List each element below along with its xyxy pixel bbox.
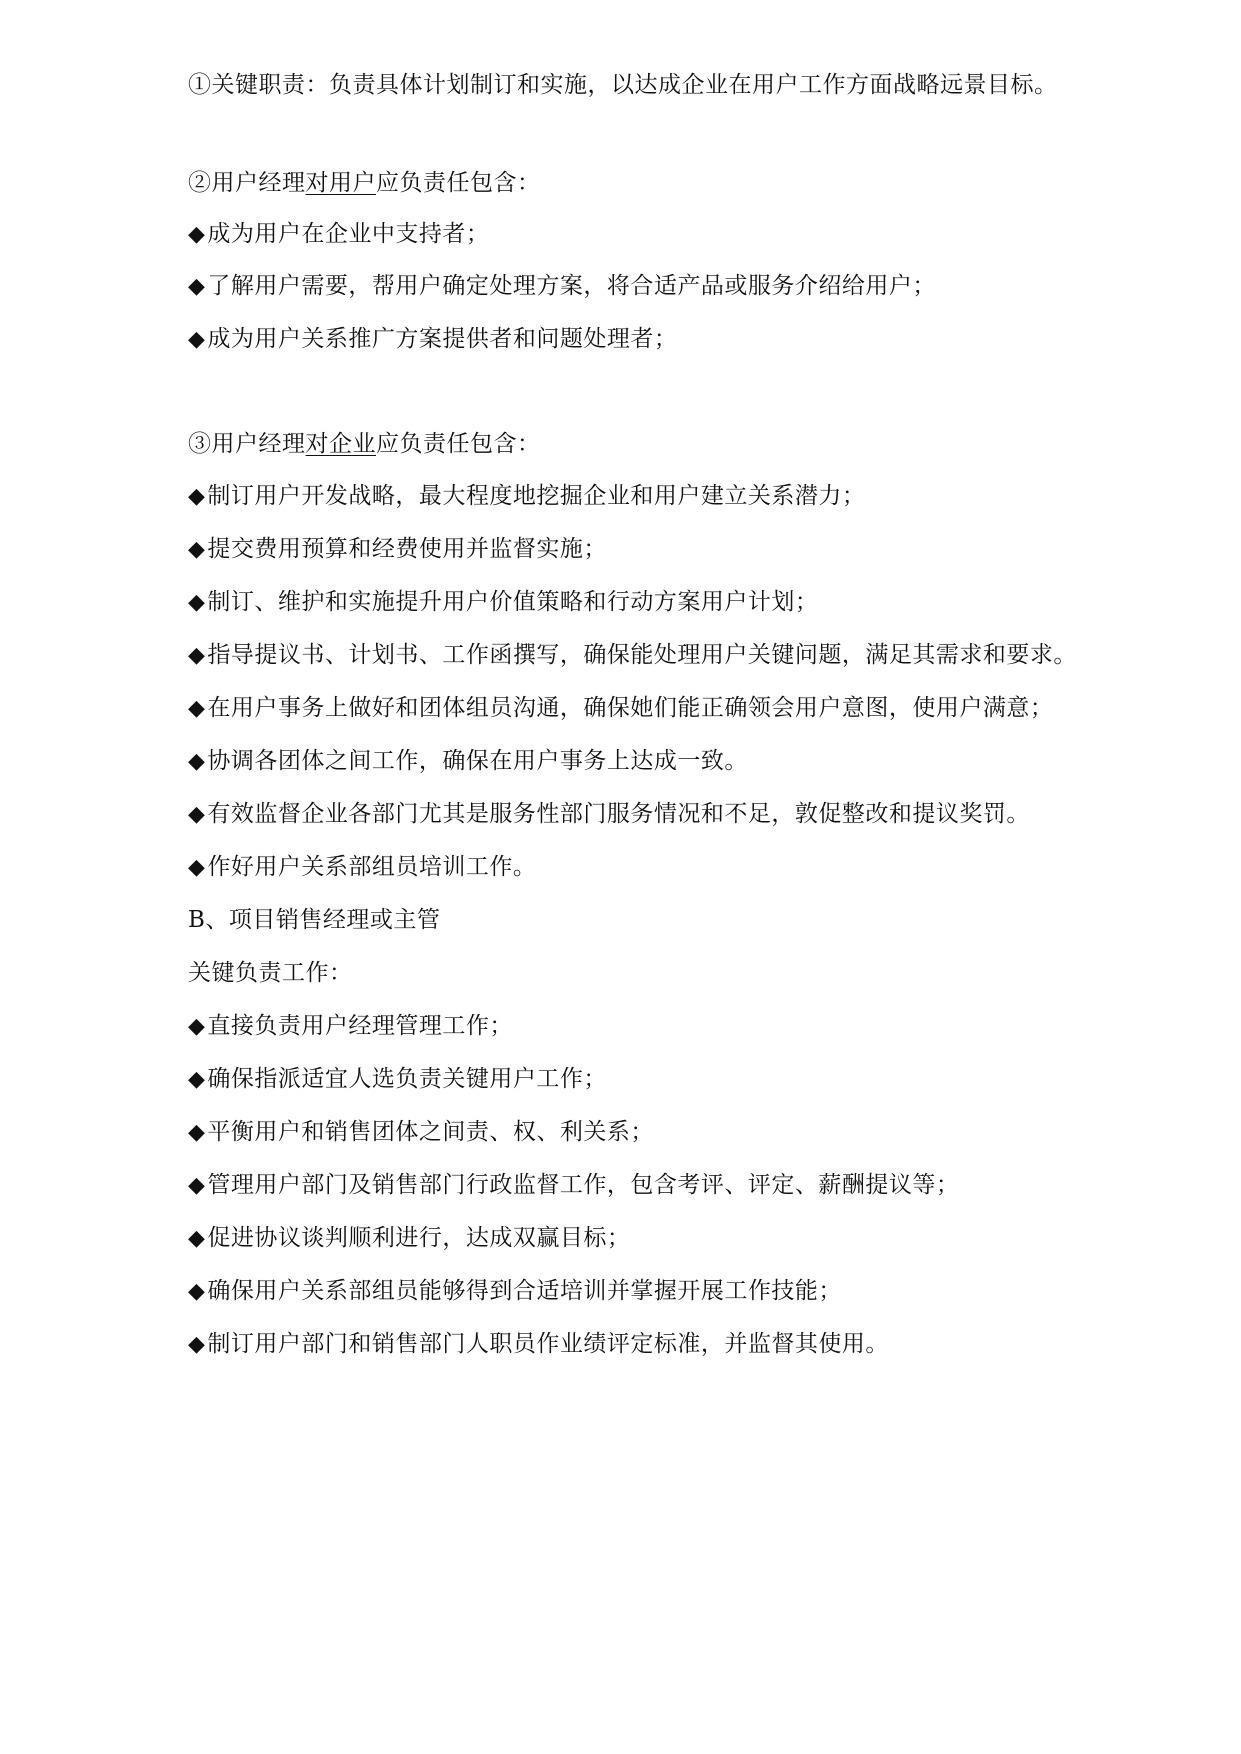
diamond-bullet-icon: ◆ [188,1332,206,1357]
list-item: ◆促进协议谈判顺利进行，达成双赢目标； [188,1225,631,1251]
section-title-b: B、项目销售经理或主管 [188,907,441,933]
diamond-bullet-icon: ◆ [188,696,206,721]
diamond-bullet-icon: ◆ [188,749,206,774]
list-item: ◆提交费用预算和经费使用并监督实施； [188,536,607,562]
list-item: ◆平衡用户和销售团体之间责、权、利关系； [188,1119,654,1145]
list-item: ◆制订用户开发战略，最大程度地挖掘企业和用户建立关系潜力； [188,483,866,509]
diamond-bullet-icon: ◆ [188,1067,206,1092]
diamond-bullet-icon: ◆ [188,1014,206,1039]
diamond-bullet-icon: ◆ [188,643,206,668]
section-subtitle: 关键负责工作： [188,960,353,986]
key-duty-line: ①关键职责：负责具体计划制订和实施，以达成企业在用户工作方面战略远景目标。 [188,72,1058,98]
diamond-bullet-icon: ◆ [188,802,206,827]
diamond-bullet-icon: ◆ [188,327,206,352]
list-item: ◆有效监督企业各部门尤其是服务性部门服务情况和不足，敦促整改和提议奖罚。 [188,801,1030,827]
diamond-bullet-icon: ◆ [188,484,206,509]
diamond-bullet-icon: ◆ [188,537,206,562]
diamond-bullet-icon: ◆ [188,1226,206,1251]
diamond-bullet-icon: ◆ [188,590,206,615]
diamond-bullet-icon: ◆ [188,222,206,247]
diamond-bullet-icon: ◆ [188,274,206,299]
list-item: ◆指导提议书、计划书、工作函撰写，确保能处理用户关键问题，满足其需求和要求。 [188,642,1077,668]
diamond-bullet-icon: ◆ [188,855,206,880]
list-item: ◆管理用户部门及销售部门行政监督工作，包含考评、评定、薪酬提议等； [188,1172,960,1198]
list-item: ◆制订、维护和实施提升用户价值策略和行动方案用户计划； [188,589,819,615]
list-item: ◆作好用户关系部组员培训工作。 [188,854,537,880]
list-item: ◆协调各团体之间工作，确保在用户事务上达成一致。 [188,748,748,774]
list-item: ◆直接负责用户经理管理工作； [188,1013,513,1039]
underlined-to-customer: 对用户 [305,170,376,196]
list-item: ◆成为用户关系推广方案提供者和问题处理者； [188,326,678,352]
diamond-bullet-icon: ◆ [188,1279,206,1304]
list-item: ◆制订用户部门和销售部门人职员作业绩评定标准，并监督其使用。 [188,1331,889,1357]
list-item: ◆在用户事务上做好和团体组员沟通，确保她们能正确领会用户意图，使用户满意； [188,695,1054,721]
list-item: ◆确保用户关系部组员能够得到合适培训并掌握开展工作技能； [188,1278,842,1304]
diamond-bullet-icon: ◆ [188,1120,206,1145]
list-item: ◆成为用户在企业中支持者； [188,221,490,247]
list-item: ◆确保指派适宜人选负责关键用户工作； [188,1066,607,1092]
section-heading-customer: ②用户经理对用户应负责任包含： [188,170,541,196]
diamond-bullet-icon: ◆ [188,1173,206,1198]
underlined-to-company: 对企业 [305,431,376,457]
list-item: ◆了解用户需要，帮用户确定处理方案，将合适产品或服务介绍给用户； [188,273,936,299]
section-heading-company: ③用户经理对企业应负责任包含： [188,431,541,457]
